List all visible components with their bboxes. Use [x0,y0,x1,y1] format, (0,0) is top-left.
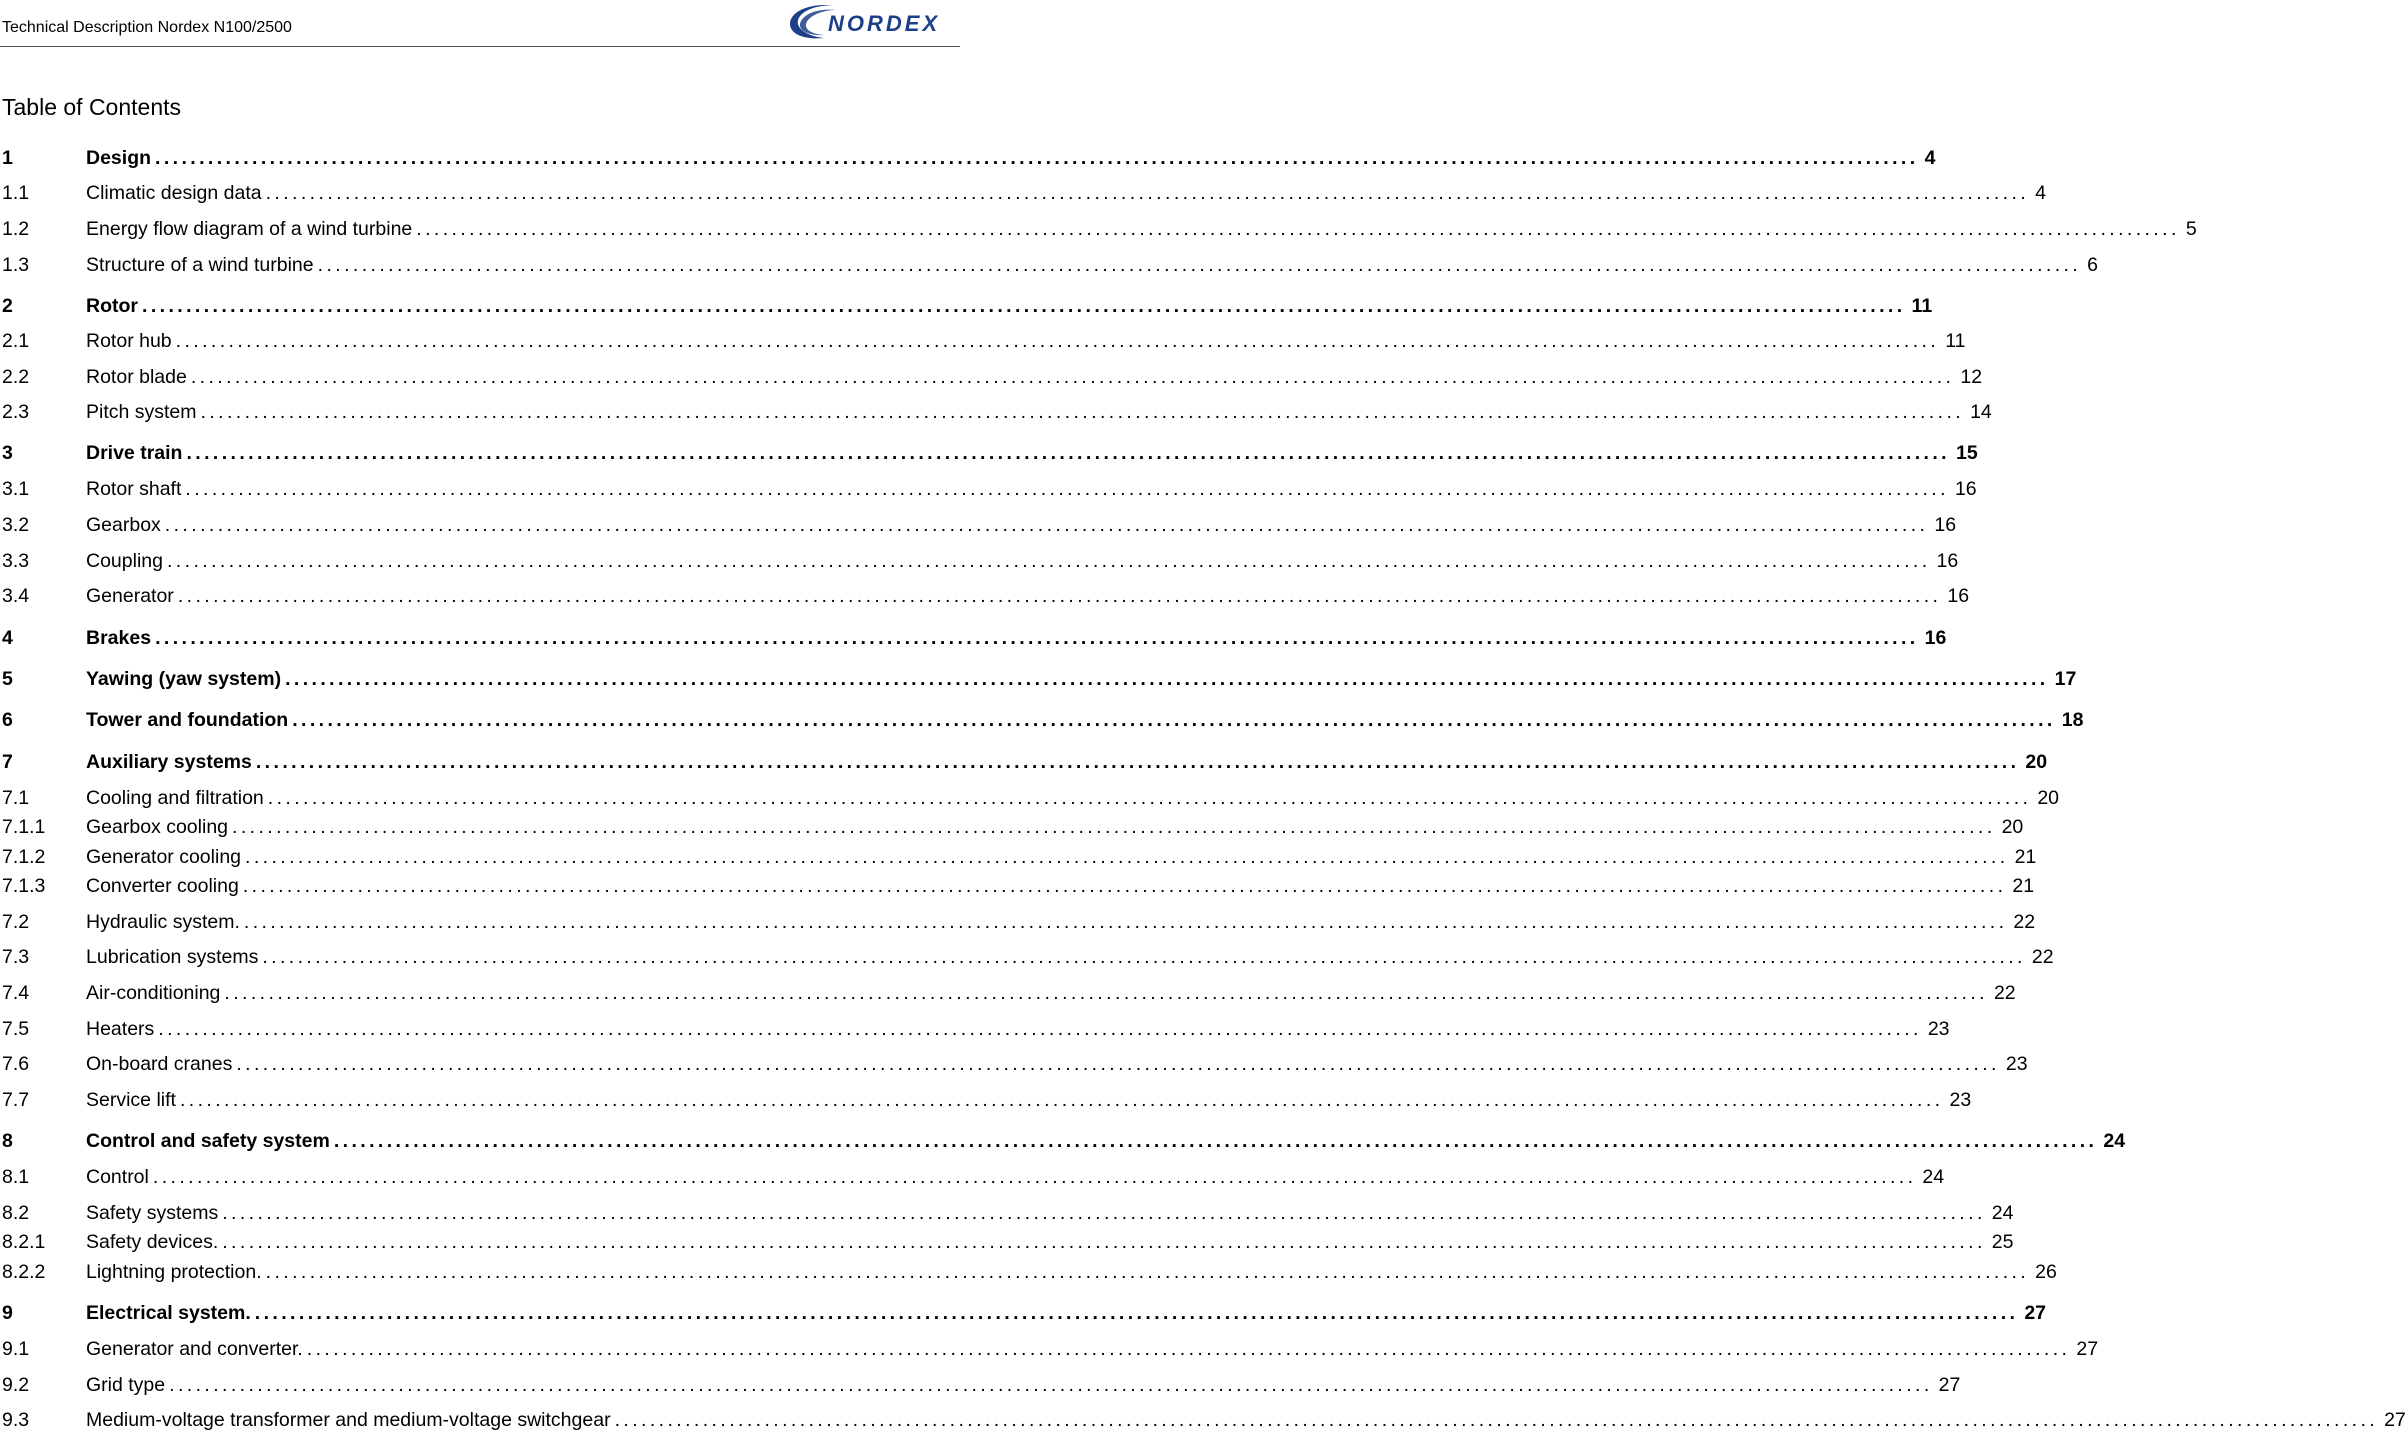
toc-entry-page: 23 [1927,1018,1950,1040]
dot-leader: ........................................................................................................................................................................................................ [155,147,1919,169]
dot-leader: ........................................................................................................................................................................................................ [169,1374,1933,1396]
toc-entry-page: 16 [1936,550,1959,572]
toc-entry-title: Pitch system [86,401,197,423]
toc-entry-number: 3.2 [2,514,30,536]
logo-wordmark: NORDEX [828,11,941,36]
dot-leader: ........................................................................................................................................................................................................ [179,1089,1944,1111]
dot-leader: ........................................................................................................................................................................................................ [243,911,2008,933]
toc-entry-page: 24 [1991,1202,2014,1224]
toc-entry-number: 2 [2,295,13,317]
toc-entry[interactable] [0,1089,1972,1115]
toc-entry-title: Grid type [86,1374,166,1396]
toc-entry-title: Control [86,1166,149,1188]
toc-entry-number: 8 [2,1130,13,1152]
toc-entry-title: Tower and foundation [86,709,289,731]
toc-entry-number: 7.7 [2,1089,30,1111]
toc-entry-title: Lubrication systems [86,946,259,968]
toc-entry-title: Electrical system. [86,1302,251,1324]
toc-entry-number: 9.2 [2,1374,30,1396]
toc-entry-title: Brakes [86,627,152,649]
toc-entry-number: 7.5 [2,1018,30,1040]
toc-entry-page: 22 [1993,982,2016,1004]
toc-entry-title: Generator [86,585,174,607]
toc-entry-page: 23 [1949,1089,1972,1111]
dot-leader: ........................................................................................................................................................................................................ [262,946,2026,968]
dot-leader: ........................................................................................................................................................................................................ [254,1302,2019,1324]
toc-entry-number: 1.3 [2,254,30,276]
toc-entry[interactable] [0,1053,2028,1079]
toc-entry[interactable] [0,1130,2126,1156]
document-title: Technical Description Nordex N100/2500 [2,19,292,36]
toc-entry-number: 7.1.2 [2,846,46,868]
toc-entry-number: 3.4 [2,585,30,607]
toc-entry[interactable] [0,911,2036,937]
dot-leader: ........................................................................................................................................................................................................ [190,366,1955,388]
toc-entry-title: Yawing (yaw system) [86,668,282,690]
dot-leader: ........................................................................................................................................................................................................ [166,550,1931,572]
toc-entry[interactable] [0,1338,2099,1364]
toc-entry-page: 26 [2035,1261,2057,1283]
toc-entry[interactable] [0,1166,1945,1192]
toc-entry[interactable] [0,1018,1950,1044]
toc-entry-title: Auxiliary systems [86,751,252,773]
toc-entry-title: Gearbox cooling [86,816,229,838]
toc-entry-page: 14 [1970,401,1992,423]
toc-entry-title: Drive train [86,442,183,464]
toc-entry-number: 7.6 [2,1053,30,1075]
toc-entry-number: 8.2.1 [2,1231,46,1253]
toc-entry-page: 22 [2031,946,2054,968]
toc-entry-number: 9.3 [2,1409,30,1431]
toc-entry-page: 24 [1922,1166,1945,1188]
toc-entry-page: 16 [1954,478,1977,500]
dot-leader: ........................................................................................................................................................................................................ [236,1053,2000,1075]
toc-entry-number: 7 [2,751,13,773]
toc-entry[interactable] [0,295,1933,321]
dot-leader: ........................................................................................................................................................................................................ [242,875,2007,897]
toc-entry-page: 16 [1924,627,1947,649]
toc-entry[interactable] [0,218,2197,244]
toc-entry-title: Converter cooling [86,875,239,897]
dot-leader: ........................................................................................................................................................................................................ [416,218,2180,240]
dot-leader: ........................................................................................................................................................................................................ [255,751,2020,773]
toc-entry[interactable] [0,550,1959,576]
toc-entry-page: 20 [2025,751,2048,773]
toc-entry-number: 3.3 [2,550,30,572]
toc-entry-number: 1 [2,147,13,169]
toc-entry-title: Hydraulic system. [86,911,240,933]
toc-heading: Table of Contents [2,94,182,120]
toc-entry-number: 7.1.3 [2,875,46,897]
toc-entry-page: 27 [2024,1302,2047,1324]
toc-entry[interactable] [0,514,1957,540]
toc-entry-number: 4 [2,627,13,649]
nordex-logo [784,0,954,44]
toc-entry[interactable] [0,1231,2014,1257]
toc-entry[interactable] [0,709,2084,735]
toc-entry[interactable] [0,946,2054,972]
toc-entry-number: 8.1 [2,1166,30,1188]
toc-entry-number: 6 [2,709,13,731]
toc-entry-page: 5 [2185,218,2197,240]
toc-entry-number: 7.1 [2,787,30,809]
toc-entry-number: 7.1.1 [2,816,46,838]
toc-entry[interactable] [0,846,2037,872]
toc-entry-page: 15 [1956,442,1978,464]
toc-entry-number: 1.1 [2,182,30,204]
toc-entry-title: Safety devices. [86,1231,219,1253]
toc-entry-page: 27 [2076,1338,2099,1360]
toc-entry[interactable] [0,585,1970,611]
toc-entry-title: Air-conditioning [86,982,221,1004]
toc-entry-title: Structure of a wind turbine [86,254,314,276]
toc-entry-title: Rotor hub [86,330,172,352]
dot-leader: ........................................................................................................................................................................................................ [267,787,2032,809]
dot-leader: ........................................................................................................................................................................................................ [614,1409,2379,1431]
dot-leader: ........................................................................................................................................................................................................ [222,1202,1986,1224]
dot-leader: ........................................................................................................................................................................................................ [158,1018,1922,1040]
dot-leader: ........................................................................................................................................................................................................ [175,330,1940,352]
toc-entry-page: 18 [2061,709,2084,731]
dot-leader: ........................................................................................................................................................................................................ [142,295,1906,317]
toc-entry-number: 9.1 [2,1338,30,1360]
toc-entry[interactable] [0,668,2077,694]
toc-entry[interactable] [0,751,2048,777]
toc-entry-title: Generator and converter. [86,1338,303,1360]
toc-entry-page: 21 [2012,875,2035,897]
toc-entry-number: 3.1 [2,478,30,500]
dot-leader: ........................................................................................................................................................................................................ [292,709,2056,731]
dot-leader: ........................................................................................................................................................................................................ [265,182,2030,204]
dot-leader: ........................................................................................................................................................................................................ [333,1130,2098,1152]
toc-entry-title: Generator cooling [86,846,242,868]
toc-entry-number: 2.2 [2,366,30,388]
toc-entry[interactable] [0,1202,2014,1228]
toc-entry-page: 4 [2035,182,2046,204]
toc-entry-page: 16 [1947,585,1970,607]
toc-entry[interactable] [0,1374,1961,1400]
toc-entry[interactable] [0,330,1966,356]
toc-entry-number: 7.4 [2,982,30,1004]
toc-entry-page: 21 [2014,846,2037,868]
toc-entry[interactable] [0,478,1977,504]
toc-entry[interactable] [0,816,2024,842]
dot-leader: ........................................................................................................................................................................................................ [177,585,1942,607]
toc-entry[interactable] [0,254,2099,280]
toc-entry[interactable] [0,442,1978,468]
toc-entry-page: 4 [1924,147,1936,169]
toc-entry[interactable] [0,627,1947,653]
dot-leader: ........................................................................................................................................................................................................ [152,1166,1917,1188]
page-header [0,0,960,47]
toc-entry[interactable] [0,1302,2047,1328]
dot-leader: ........................................................................................................................................................................................................ [245,846,2009,868]
toc-entry-title: Lightning protection. [86,1261,262,1283]
toc-entry-page: 11 [1911,295,1933,317]
toc-entry-page: 24 [2103,1130,2126,1152]
toc-entry-title: Cooling and filtration [86,787,264,809]
toc-entry[interactable] [0,1409,2406,1435]
toc-entry-title: Rotor [86,295,138,317]
toc-entry-number: 8.2.2 [2,1261,46,1283]
toc-entry-title: Coupling [86,550,163,572]
toc-entry-title: Medium-voltage transformer and medium-voltage switchgear [86,1409,611,1431]
toc-entry-number: 7.3 [2,946,30,968]
toc-entry-page: 17 [2054,668,2077,690]
toc-entry-title: Gearbox [86,514,161,536]
toc-entry-title: Control and safety system [86,1130,330,1152]
toc-entry-title: Safety systems [86,1202,219,1224]
toc-entry-title: Rotor shaft [86,478,182,500]
toc-entry-page: 20 [2001,816,2024,838]
toc-entry-title: Rotor blade [86,366,187,388]
dot-leader: ........................................................................................................................................................................................................ [200,401,1965,423]
toc-entry-page: 22 [2013,911,2036,933]
dot-leader: ........................................................................................................................................................................................................ [185,478,1949,500]
toc-entry-number: 1.2 [2,218,30,240]
toc-entry-page: 25 [1991,1231,2014,1253]
toc-entry-number: 3 [2,442,13,464]
dot-leader: ........................................................................................................................................................................................................ [306,1338,2071,1360]
toc-entry-title: On-board cranes [86,1053,233,1075]
toc-entry-title: Heaters [86,1018,155,1040]
dot-leader: ........................................................................................................................................................................................................ [265,1261,2030,1283]
toc-entry[interactable] [0,147,1936,173]
toc-entry[interactable] [0,366,1983,392]
toc-entry[interactable] [0,787,2060,813]
toc-entry-title: Climatic design data [86,182,262,204]
dot-leader: ........................................................................................................................................................................................................ [224,982,1988,1004]
toc-entry-page: 16 [1934,514,1957,536]
dot-leader: ........................................................................................................................................................................................................ [164,514,1929,536]
toc-entry[interactable] [0,182,2046,208]
toc-entry-number: 2.3 [2,401,30,423]
dot-leader: ........................................................................................................................................................................................................ [155,627,1919,649]
dot-leader: ........................................................................................................................................................................................................ [222,1231,1986,1253]
toc-entry-number: 5 [2,668,13,690]
toc-entry[interactable] [0,982,2016,1008]
dot-leader: ........................................................................................................................................................................................................ [317,254,2082,276]
dot-leader: ........................................................................................................................................................................................................ [232,816,1996,838]
toc-entry-number: 7.2 [2,911,30,933]
toc-entry-page: 11 [1945,330,1966,352]
dot-leader: ........................................................................................................................................................................................................ [285,668,2049,690]
toc-entry-page: 20 [2037,787,2060,809]
toc-entry-number: 9 [2,1302,13,1324]
dot-leader: ........................................................................................................................................................................................................ [186,442,1950,464]
toc-entry-page: 27 [2384,1409,2406,1431]
toc-entry-title: Design [86,147,152,169]
toc-entry-title: Energy flow diagram of a wind turbine [86,218,413,240]
toc-entry-page: 27 [1938,1374,1961,1396]
toc-entry-number: 2.1 [2,330,30,352]
toc-entry-number: 8.2 [2,1202,30,1224]
toc-entry-title: Service lift [86,1089,176,1111]
toc-entry[interactable] [0,1261,2057,1287]
toc-entry-page: 6 [2087,254,2099,276]
toc-entry[interactable] [0,401,1992,427]
toc-entry[interactable] [0,875,2035,901]
toc-entry-page: 12 [1960,366,1983,388]
toc-entry-page: 23 [2005,1053,2028,1075]
